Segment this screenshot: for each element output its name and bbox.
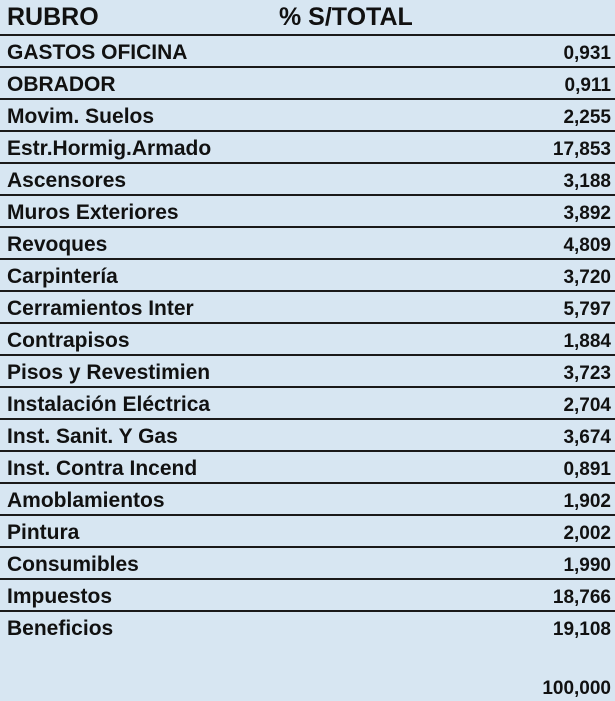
row-name: Impuestos	[7, 585, 113, 608]
table-row	[0, 516, 615, 548]
table-row	[0, 452, 615, 484]
table-row	[0, 420, 615, 452]
row-name: Beneficios	[7, 617, 114, 640]
percent-total-column-header: % S/TOTAL	[279, 3, 413, 31]
row-value: 0,911	[564, 75, 611, 96]
row-name: Carpintería	[7, 265, 118, 288]
table-row	[0, 164, 615, 196]
table-row	[0, 580, 615, 612]
row-value: 1,902	[563, 491, 611, 512]
grand-total-value: 100,000	[542, 678, 611, 699]
table-body	[0, 36, 615, 644]
row-name: Ascensores	[7, 169, 127, 192]
table-row	[0, 36, 615, 68]
table-row	[0, 100, 615, 132]
table-row	[0, 132, 615, 164]
row-value: 1,884	[563, 331, 611, 352]
row-value: 0,931	[563, 43, 611, 64]
rubro-column-header: RUBRO	[7, 3, 99, 31]
table-row	[0, 612, 615, 644]
row-value: 17,853	[552, 139, 611, 160]
table-row	[0, 196, 615, 228]
row-name: Inst. Contra Incend	[7, 457, 198, 480]
row-name: Estr.Hormig.Armado	[7, 137, 212, 160]
row-value: 18,766	[552, 587, 611, 608]
row-value: 4,809	[563, 235, 611, 256]
row-name: Amoblamientos	[7, 489, 165, 512]
row-value: 2,704	[563, 395, 611, 416]
row-name: OBRADOR	[7, 73, 116, 96]
table-row	[0, 292, 615, 324]
row-name: Consumibles	[7, 553, 139, 576]
row-value: 3,674	[563, 427, 611, 448]
row-name: Cerramientos Inter	[7, 297, 194, 320]
row-name: Muros Exteriores	[7, 201, 179, 224]
table-row	[0, 324, 615, 356]
row-name: Inst. Sanit. Y Gas	[7, 425, 178, 448]
table-row	[0, 228, 615, 260]
row-name: GASTOS OFICINA	[7, 41, 188, 64]
row-value: 3,720	[563, 267, 611, 288]
row-value: 2,255	[563, 107, 611, 128]
row-value: 19,108	[552, 619, 611, 640]
row-name: Pintura	[7, 521, 80, 544]
row-value: 0,891	[563, 459, 611, 480]
row-value: 3,723	[563, 363, 611, 384]
row-value: 3,892	[563, 203, 611, 224]
table-row	[0, 484, 615, 516]
row-value: 5,797	[563, 299, 611, 320]
row-name: Contrapisos	[7, 329, 130, 352]
row-value: 2,002	[563, 523, 611, 544]
row-name: Pisos y Revestimien	[7, 361, 211, 384]
table-row	[0, 356, 615, 388]
row-name: Revoques	[7, 233, 108, 256]
table-header	[0, 0, 615, 36]
row-value: 1,990	[563, 555, 611, 576]
table-row	[0, 68, 615, 100]
row-name: Movim. Suelos	[7, 105, 155, 128]
row-name: Instalación Eléctrica	[7, 393, 211, 416]
table-row	[0, 260, 615, 292]
row-value: 3,188	[563, 171, 611, 192]
table-row	[0, 548, 615, 580]
table-row	[0, 388, 615, 420]
